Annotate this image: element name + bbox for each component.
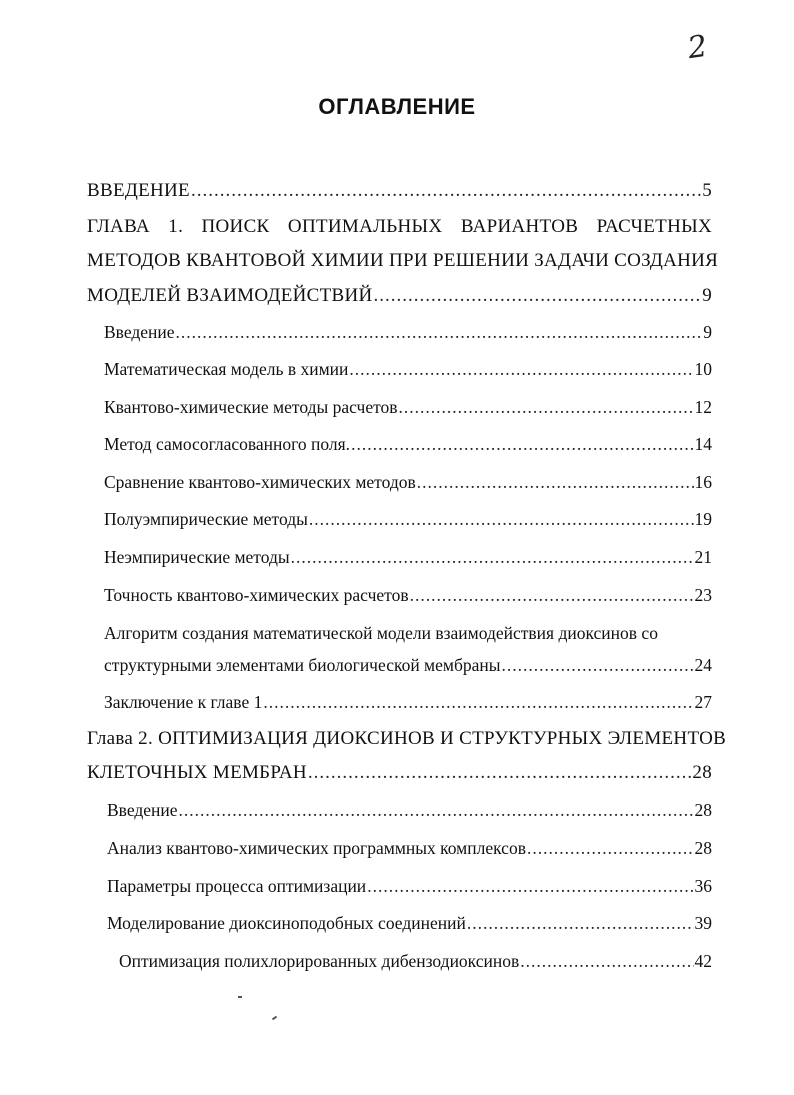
toc-entry-page: 16 [694, 472, 712, 492]
leader-dots [308, 762, 692, 784]
toc-entry-label: Введение [107, 800, 178, 820]
toc-entry-algorithm-line1[interactable]: Алгоритм создания математической модели взаимодействия диоксинов со [104, 623, 658, 643]
scan-speck [238, 996, 242, 998]
toc-entry-label: Моделирование диоксиноподобных соединений [107, 913, 466, 933]
toc-entry-page: 36 [694, 876, 712, 896]
toc-entry-label: Точность квантово-химических расчетов [104, 585, 409, 605]
toc-entry-semiempirical[interactable] [104, 509, 712, 530]
leader-dots [309, 509, 694, 530]
toc-entry-label: Заключение к главе 1 [104, 692, 263, 712]
toc-entry-label: Квантово-химические методы расчетов [104, 397, 398, 417]
toc-entry-ab-initio[interactable] [104, 547, 712, 568]
chapter1-title-line1: ГЛАВА 1. ПОИСК ОПТИМАЛЬНЫХ ВАРИАНТОВ РАСЧЕТНЫХ [87, 216, 712, 237]
handwritten-page-number: 2 [685, 28, 710, 67]
toc-entry-page: 24 [694, 655, 712, 675]
leader-dots [176, 322, 703, 343]
leader-dots [179, 800, 694, 821]
leader-dots [349, 359, 693, 380]
leader-dots [502, 655, 694, 676]
chapter2-title-line1: Глава 2. ОПТИМИЗАЦИЯ ДИОКСИНОВ И СТРУКТУРНЫХ ЭЛЕМЕНТОВ [87, 728, 727, 749]
toc-entry-label: Математическая модель в химии [104, 359, 349, 379]
leader-dots [520, 951, 693, 972]
toc-entry-label: Введение [104, 322, 175, 342]
toc-entry-page: 12 [694, 397, 712, 417]
toc-entry-page: 14 [694, 434, 712, 454]
page-title: ОГЛАВЛЕНИЕ [318, 94, 476, 119]
leader-dots [374, 285, 702, 307]
leader-dots [417, 472, 694, 493]
chapter1-title-line3: МОДЕЛЕЙ ВЗАИМОДЕЙСТВИЙ [87, 285, 373, 306]
leader-dots [399, 397, 694, 418]
toc-entry-ch1-conclusion[interactable] [104, 692, 712, 713]
toc-entry-page: 21 [694, 547, 712, 567]
toc-entry-label: структурными элементами биологической мембраны [104, 655, 501, 675]
leader-dots [527, 838, 694, 859]
toc-entry-page: 28 [692, 762, 712, 783]
toc-entry-page: 39 [694, 913, 712, 933]
toc-entry-algorithm[interactable] [104, 655, 712, 676]
leader-dots [367, 876, 693, 897]
toc-entry-ch1-introduction[interactable] [104, 322, 712, 343]
toc-entry-page: 9 [703, 322, 712, 342]
toc-entry-page: 27 [694, 692, 712, 712]
toc-entry-optimization-params[interactable] [107, 876, 712, 897]
chapter2-title-line2: КЛЕТОЧНЫХ МЕМБРАН [87, 762, 307, 783]
chapter1-title-line2: МЕТОДОВ КВАНТОВОЙ ХИМИИ ПРИ РЕШЕНИИ ЗАДАЧИ СОЗДАНИЯ [87, 250, 719, 271]
toc-entry-page: 19 [694, 509, 712, 529]
leader-dots [467, 913, 694, 934]
toc-entry-qc-methods[interactable] [104, 397, 712, 418]
toc-entry-label: Анализ квантово-химических программных комплексов [107, 838, 526, 858]
toc-entry-page: 42 [694, 951, 712, 971]
toc-entry-label: ВВЕДЕНИЕ [87, 180, 190, 201]
toc-entry-label: Параметры процесса оптимизации [107, 876, 367, 896]
toc-entry-software-analysis[interactable] [107, 838, 712, 859]
toc-entry-accuracy[interactable] [104, 585, 712, 606]
toc-entry-label: Полуэмпирические методы [104, 509, 308, 529]
toc-entry-chapter1[interactable] [87, 285, 712, 307]
toc-entry-dioxin-modeling[interactable] [107, 913, 712, 934]
toc-entry-introduction[interactable] [87, 180, 712, 202]
toc-entry-label: Сравнение квантово-химических методов [104, 472, 416, 492]
toc-entry-ch2-introduction[interactable] [107, 800, 712, 821]
leader-dots [291, 547, 694, 568]
toc-entry-math-model[interactable] [104, 359, 712, 380]
leader-dots [351, 434, 693, 455]
leader-dots [410, 585, 694, 606]
toc-entry-page: 28 [694, 838, 712, 858]
toc-entry-page: 23 [694, 585, 712, 605]
leader-dots [263, 692, 693, 713]
toc-entry-page: 9 [702, 285, 712, 306]
scan-speck [272, 1016, 277, 1021]
toc-entry-pcdd-optimization[interactable] [119, 951, 712, 972]
toc-entry-label: Оптимизация полихлорированных дибензодиоксинов [119, 951, 520, 971]
toc-entry-page: 10 [694, 359, 712, 379]
toc-entry-label: Неэмпирические методы [104, 547, 290, 567]
toc-entry-methods-comparison[interactable] [104, 472, 712, 493]
toc-entry-chapter2[interactable] [87, 762, 712, 784]
toc-entry-label: Метод самосогласованного поля. [104, 434, 351, 454]
leader-dots [191, 180, 701, 202]
toc-entry-page: 5 [702, 180, 712, 201]
toc-entry-scf-method[interactable] [104, 434, 712, 455]
toc-entry-page: 28 [694, 800, 712, 820]
